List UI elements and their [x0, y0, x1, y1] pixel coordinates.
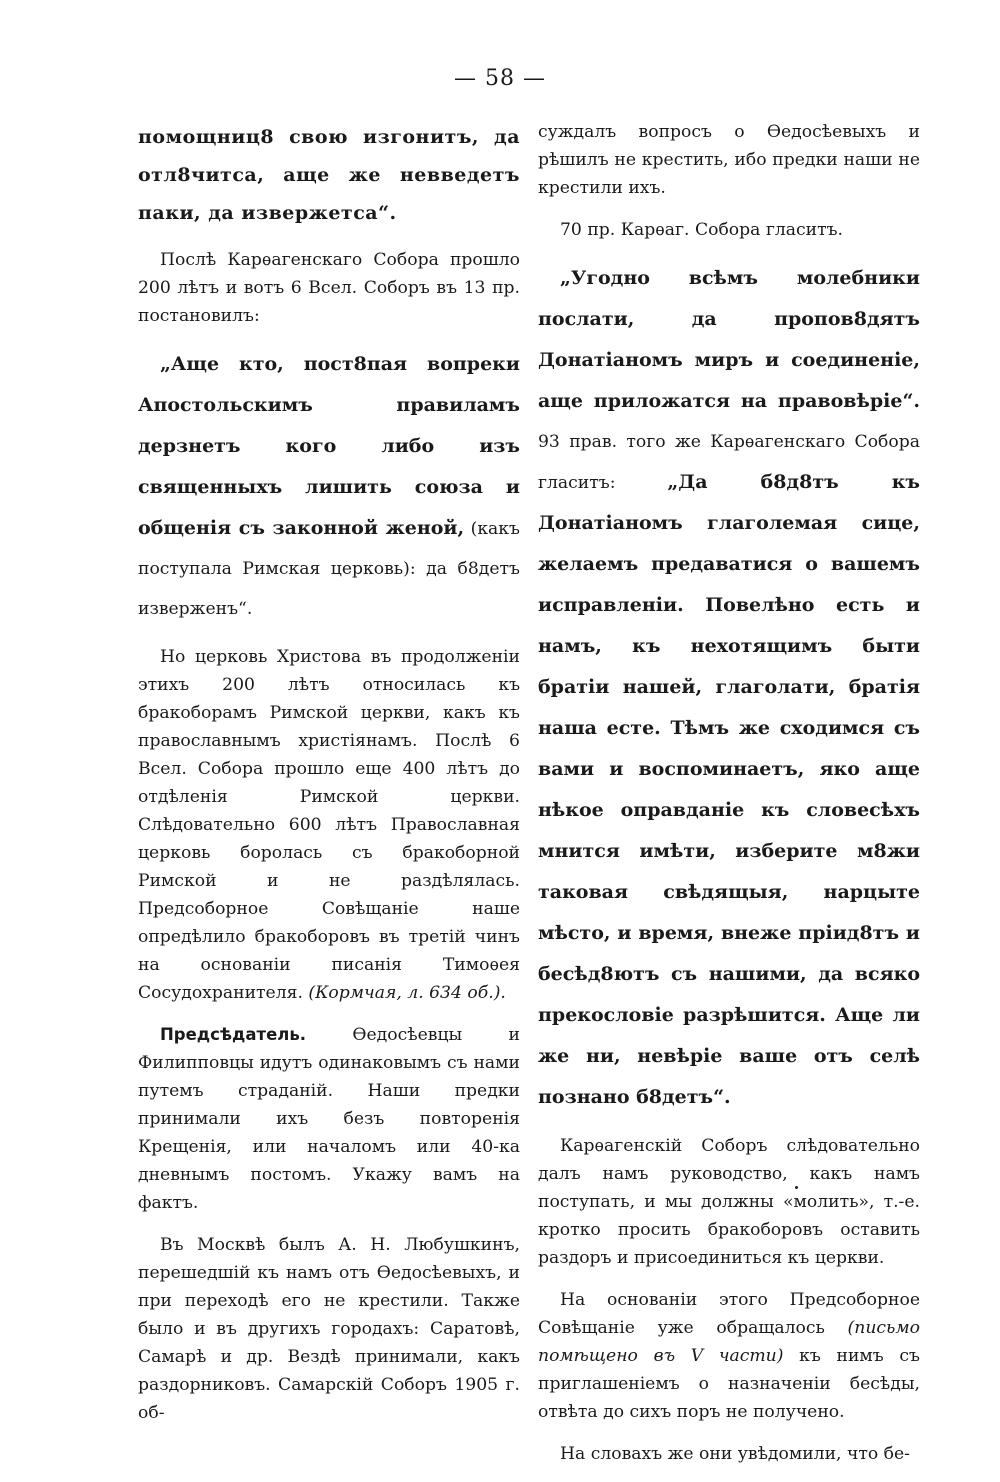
speaker-label: Предсѣдатель.	[160, 1025, 307, 1044]
slavonic-quote-continuation: помощниц8 свою изгонитъ, да отл8читса, аще же невведетъ паки, да извержетса“.	[138, 126, 520, 224]
paragraph: На словахъ же они увѣдомили, что бе-	[560, 1444, 910, 1464]
text-span: Ѳедосѣевцы и Филипповцы идутъ одинаковымъ съ нами путемъ страданій. Наши предки принимали ихъ безъ повторенія Крещенія, или началомъ или 40-ка дневнымъ постомъ. Укажу вамъ на фактъ.	[138, 1025, 520, 1213]
left-column	[138, 118, 520, 1441]
ink-dot	[795, 1186, 798, 1189]
text-span: (какъ поступала Римская церковь): да б8детъ изверженъ“.	[138, 519, 520, 619]
text-span: На основаніи этого Предсоборное Совѣщаніе уже обращалось	[538, 1290, 920, 1338]
text-span: Но церковь Христова въ продолженіи этихъ 200 лѣтъ относилась къ бракоборамъ Римской церкви, какъ къ православнымъ христіянамъ. Послѣ 6 Всел. Собора прошло еще 400 лѣтъ до отдѣленія Римской церкви. Слѣдовательно 600 лѣтъ Православная церковь боролась съ бракоборной Римской и не раздѣлялась. Предсоборное Совѣщаніе наше опредѣлило бракоборовъ въ третій чинъ на основаніи писанія Тимоѳея Сосудохранителя.	[138, 647, 520, 1003]
paragraph: 70 пр. Карѳаг. Собора гласитъ.	[560, 220, 844, 240]
right-column	[538, 118, 920, 1482]
slavonic-quote: „Аще кто, пост8пая вопреки Апостольскимъ правиламъ дерзнетъ кого либо изъ священныхъ лишить союза и общенія съ законной женой,	[138, 353, 520, 539]
citation: (Кормчая, л. 634 об.).	[302, 983, 506, 1003]
paragraph: суждалъ вопросъ о Ѳедосѣевыхъ и рѣшилъ не крестить, ибо предки наши не крестили ихъ.	[538, 122, 920, 198]
paragraph: Карѳагенскій Соборъ слѣдовательно далъ намъ руководство, какъ намъ поступать, и мы должны «молить», т.-е. кротко просить бракоборовъ оставить раздоръ и присоединиться къ церкви.	[538, 1136, 920, 1268]
text-span: къ нимъ съ приглашеніемъ о назначеніи бесѣды, отвѣта до сихъ поръ не получено.	[538, 1346, 920, 1422]
parenthetical-note: (письмо помѣщено въ V части)	[538, 1318, 920, 1366]
slavonic-quote: „Угодно всѣмъ молебники послати, да пропов8дятъ Донатіаномъ миръ и соединеніе, аще приложатся на правовѣріе“.	[538, 267, 920, 412]
paragraph-mixed	[538, 258, 920, 1118]
paragraph-chair	[138, 1021, 520, 1217]
paragraph	[538, 1286, 920, 1426]
page-number: — 58 —	[454, 66, 546, 91]
paragraph-mixed	[138, 344, 520, 629]
paragraph: Въ Москвѣ былъ А. Н. Любушкинъ, перешедшій къ намъ отъ Ѳедосѣевыхъ, и при переходѣ его не крестили. Также было и въ другихъ городахъ: Саратовѣ, Самарѣ и др. Вездѣ принимали, какъ раздорниковъ. Самарскій Соборъ 1905 г. об-	[138, 1235, 520, 1423]
paragraph: Послѣ Карѳагенскаго Собора прошло 200 лѣтъ и вотъ 6 Всел. Соборъ въ 13 пр. постановилъ:	[138, 250, 520, 326]
paragraph	[138, 643, 520, 1007]
slavonic-quote: „Да б8д8тъ къ Донатіаномъ глаголемая сице, желаемъ предаватися о вашемъ исправленіи. Повелѣно есть и намъ, къ нехотящимъ быти братіи нашей, глаголати, братія наша есте. Тѣмъ же сходимся съ вами и воспоминаетъ, яко аще нѣкое оправданіе къ словесѣхъ мнится имѣти, изберите м8жи таковая свѣдящыя, нарцыте мѣсто, и время, внеже пріид8тъ и бесѣд8ютъ съ нашими, да всяко прекословіе разрѣшится. Аще ли же ни, невѣріе ваше отъ селѣ познано б8детъ“.	[538, 471, 920, 1108]
text-span: 93 прав. того же Карѳагенскаго Собора гласитъ:	[538, 432, 920, 493]
